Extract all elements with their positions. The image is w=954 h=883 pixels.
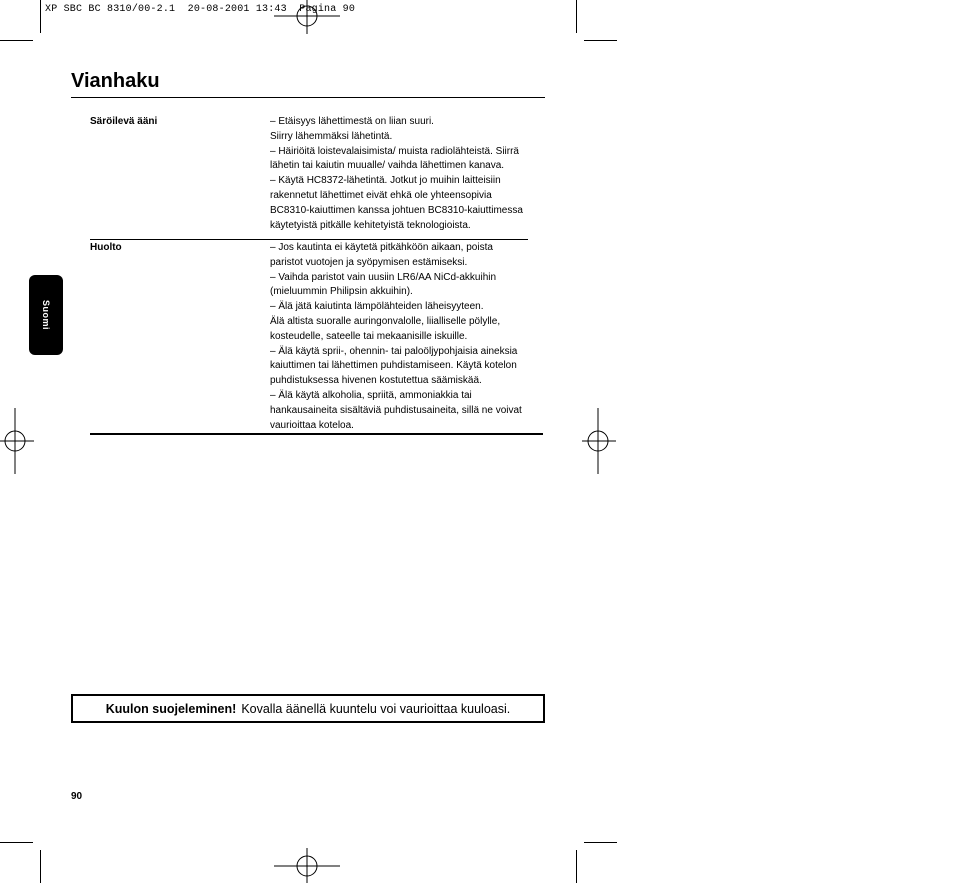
row-text [270, 115, 523, 233]
registration-mark-icon [274, 0, 340, 36]
text-line: Älä altista suoralle auringonvalolle, liialliselle pölylle, [270, 315, 501, 327]
text-line: – Etäisyys lähettimestä on liian suuri. [270, 116, 434, 127]
title-divider [71, 97, 545, 98]
row-label: Säröilevä ääni [90, 116, 158, 127]
crop-mark [0, 40, 33, 41]
text-line: käytetyistä pitkälle kehitetyistä teknologioista. [270, 219, 471, 231]
text-line: kosteudelle, sateelle tai mekaanisille iskuille. [270, 330, 468, 342]
crop-mark [0, 842, 33, 843]
registration-mark-icon [0, 408, 34, 474]
row-label: Huolto [90, 242, 122, 253]
text-line: lähetin tai kaiutin muualle/ vaihda lähettimen kanava. [270, 160, 505, 172]
warning-heading: Kuulon suojeleminen! [105, 701, 237, 716]
text-line: – Älä jätä kaiutinta lämpölähteiden läheisyyteen. [270, 301, 484, 313]
text-line: – Vaihda paristot vain uusiin LR6/AA NiCd-akkuihin [270, 271, 497, 283]
text-line: puhdistuksessa hivenen kostutettua säämiskää. [270, 375, 482, 387]
text-line: Siirry lähemmäksi lähetintä. [270, 130, 393, 142]
language-tab [29, 275, 63, 355]
registration-mark-icon [274, 848, 340, 883]
print-slug: XP SBC BC 8310/00-2.1 20-08-2001 13:43 Pagina 90 [45, 4, 356, 15]
text-line: – Käytä HC8372-lähetintä. Jotkut jo muihin laitteisiin [270, 175, 501, 187]
table-end-divider [90, 433, 543, 435]
text-line: hankausaineita sisältäviä puhdistusaineita, sillä ne voivat [270, 404, 522, 416]
text-line: BC8310-kaiuttimen kanssa johtuen BC8310-kaiuttimessa [270, 204, 523, 216]
crop-mark [584, 842, 617, 843]
hearing-warning-box [71, 694, 545, 723]
text-line: rakennetut lähettimet eivät ehkä ole yhteensopivia [270, 189, 492, 201]
crop-mark [40, 0, 41, 33]
warning-text: Kovalla äänellä kuuntelu voi vaurioittaa kuuloasi. [241, 701, 511, 716]
text-line: – Jos kautinta ei käytetä pitkähköön aikaan, poista [270, 242, 493, 253]
crop-mark [40, 850, 41, 883]
crop-mark [584, 40, 617, 41]
language-tab-label: Suomi [40, 299, 51, 331]
registration-mark-icon [582, 408, 616, 474]
text-line: kaiuttimen tai lähettimen puhdistamiseen. Käytä kotelon [270, 360, 517, 372]
page-number: 90 [71, 791, 83, 802]
crop-mark [576, 0, 577, 33]
text-line: – Älä käytä alkoholia, spriitä, ammoniakkia tai [270, 389, 472, 401]
text-line: vaurioittaa koteloa. [270, 419, 354, 431]
page-title: Vianhaku [71, 70, 160, 92]
row-text [270, 241, 522, 433]
text-line: paristot vuotojen ja syöpymisen estämiseksi. [270, 256, 468, 268]
text-line: (mieluummin Philipsin akkuihin). [270, 286, 413, 298]
row-divider [90, 239, 528, 240]
text-line: – Häiriöitä loistevalaisimista/ muista radiolähteistä. Siirrä [270, 145, 519, 157]
text-line: – Älä käytä sprii-, ohennin- tai paloöljypohjaisia aineksia [270, 345, 518, 357]
crop-mark [576, 850, 577, 883]
